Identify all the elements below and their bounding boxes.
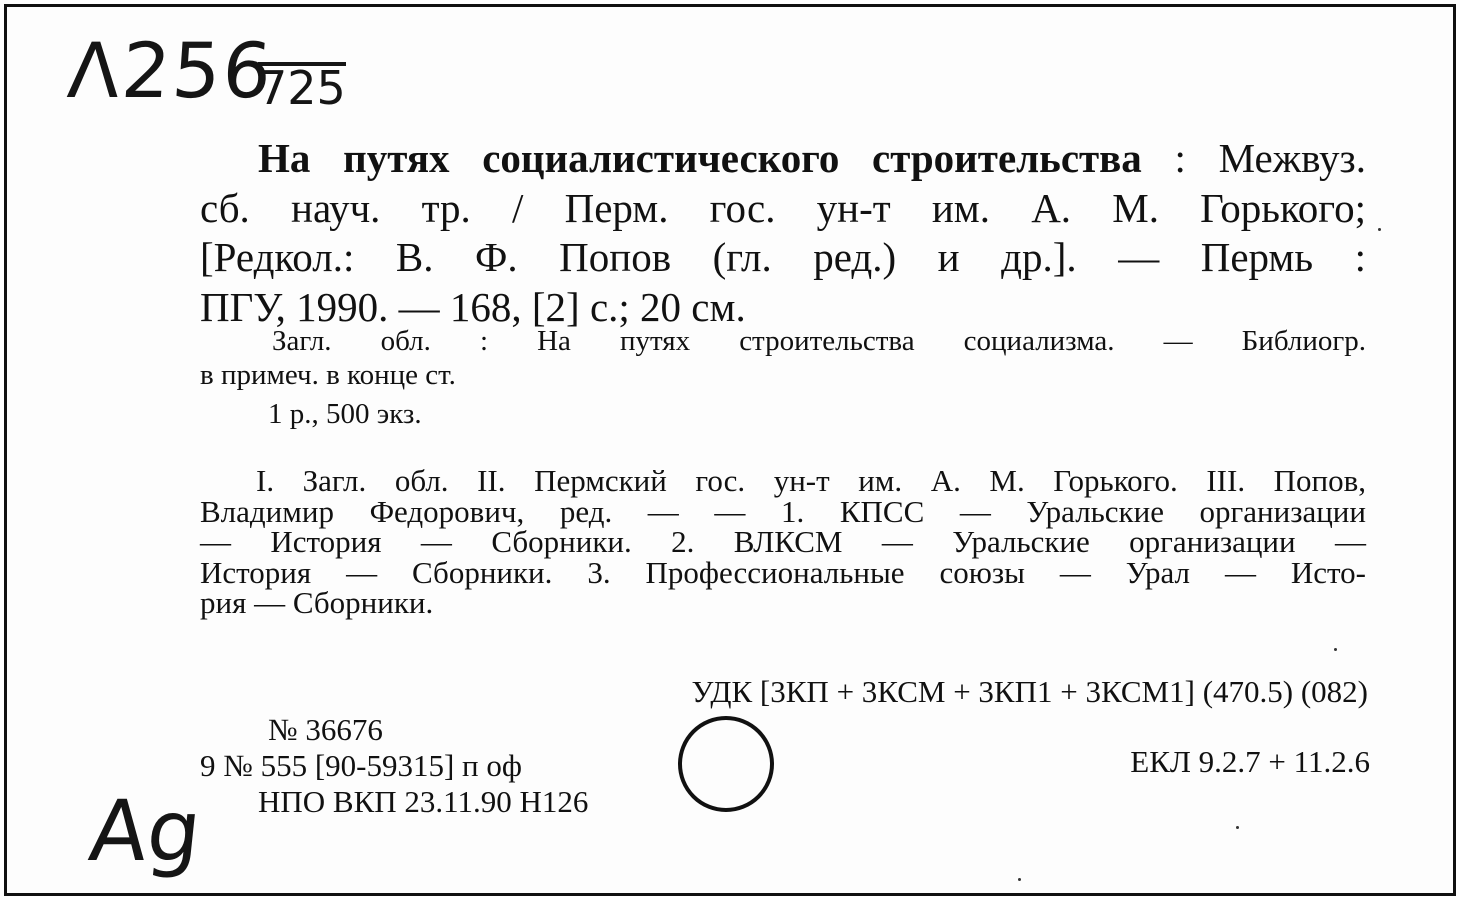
tracings-block — [200, 463, 1366, 620]
handwritten-shelf-mark-sub: 725 — [258, 61, 346, 115]
tracing-line-4: История — Сборники. 3. Профессиональные союзы — Урал — Исто- — [200, 554, 1366, 590]
speck-mark — [1018, 878, 1021, 881]
npo-imprint: НПО ВКП 23.11.90 Н126 — [258, 784, 589, 819]
title-line — [200, 134, 1366, 184]
speck-mark — [1236, 826, 1239, 829]
speck-mark — [1378, 228, 1381, 231]
notes-block — [200, 324, 1366, 392]
ekl-classification: ЕКЛ 9.2.7 + 11.2.6 — [1130, 744, 1370, 779]
tracing-line-1: I. Загл. обл. II. Пермский гос. ун-т им. А. М. Горького. III. Попов, — [256, 463, 1366, 498]
stamp-circle-icon — [678, 716, 774, 812]
tracing-line-2: Владимир Федорович, ред. — — 1. КПСС — Уральские организации — [200, 493, 1366, 529]
description-line-4: ПГУ, 1990. — 168, [2] с.; 20 см. — [200, 283, 746, 330]
book-title: На путях социалистического строительства — [258, 135, 1142, 181]
tracing-line-3: — История — Сборники. 2. ВЛКСМ — Уральские организации — — [200, 524, 1366, 559]
description-line-3: [Редкол.: В. Ф. Попов (гл. ред.) и др.]. — Пермь : — [200, 234, 1366, 280]
price-circulation: 1 р., 500 экз. — [268, 398, 422, 430]
note-line-2: в примеч. в конце ст. — [200, 359, 456, 391]
inventory-number: № 36676 — [268, 712, 383, 747]
tracing-line-5: рия — Сборники. — [200, 585, 434, 620]
bibliographic-description — [200, 134, 1366, 332]
title-continuation: : Межвуз. — [1141, 135, 1366, 181]
udc-classification: УДК [3КП + 3КСМ + 3КП1 + 3КСМ1] (470.5) (082) — [691, 674, 1368, 709]
note-line-1: Загл. обл. : На путях строительства социализма. — Библиогр. — [272, 325, 1366, 357]
handwritten-shelf-mark: Λ256 — [64, 26, 277, 115]
description-line-2: сб. науч. тр. / Перм. гос. ун-т им. А. М. Горького; — [200, 184, 1366, 231]
order-number: 9 № 555 [90-59315] п оф — [200, 748, 522, 783]
speck-mark — [1334, 648, 1337, 651]
handwritten-corner-mark: Ag — [84, 782, 206, 880]
